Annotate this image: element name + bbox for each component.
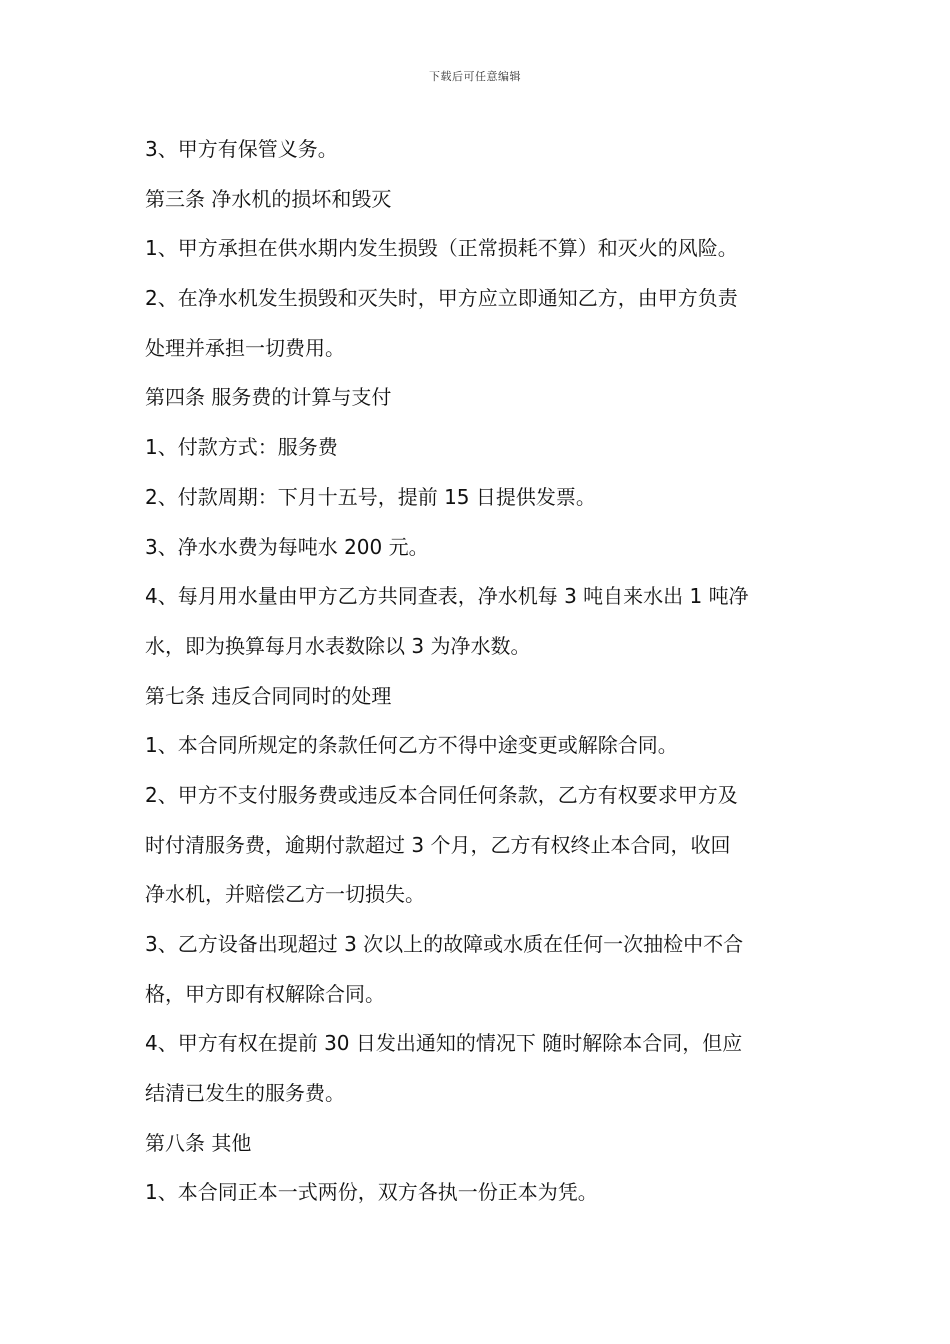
article-8-heading: 第八条 其他	[145, 1130, 252, 1155]
clause-3-line: 3、甲方有保管义务。	[145, 137, 338, 161]
article-7-clause-3-line-1: 3、乙方设备出现超过 3 次以上的故障或水质在任何一次抽检中不合	[145, 932, 744, 956]
article-7-clause-2-line-3: 净水机，并赔偿乙方一切损失。	[145, 882, 425, 907]
article-4-clause-1: 1、付款方式：服务费	[145, 435, 338, 460]
article-4-clause-3: 3、净水水费为每吨水 200 元。	[145, 534, 429, 559]
article-4-heading: 第四条 服务费的计算与支付	[145, 385, 392, 410]
article-3-heading: 第三条 净水机的损坏和毁灭	[145, 186, 392, 211]
article-8-clause-1: 1、本合同正本一式两份，双方各执一份正本为凭。	[145, 1180, 598, 1205]
article-7-heading: 第七条 违反合同同时的处理	[145, 683, 392, 708]
article-7-clause-2-line-2: 时付清服务费，逾期付款超过 3 个月，乙方有权终止本合同，收回	[145, 832, 731, 857]
article-4-clause-2: 2、付款周期：下月十五号，提前 15 日提供发票。	[145, 484, 596, 509]
header-note: 下载后可任意编辑	[429, 70, 521, 83]
article-7-clause-4-line-1: 4、甲方有权在提前 30 日发出通知的情况下 随时解除本合同，但应	[145, 1031, 743, 1056]
article-4-clause-4-line-1: 4、每月用水量由甲方乙方共同查表，净水机每 3 吨自来水出 1 吨净	[145, 584, 749, 609]
article-7-clause-1: 1、本合同所规定的条款任何乙方不得中途变更或解除合同。	[145, 733, 678, 758]
article-3-clause-2-line-1: 2、在净水机发生损毁和灭失时，甲方应立即通知乙方，由甲方负责	[145, 286, 738, 311]
article-3-clause-2-line-2: 处理并承担一切费用。	[145, 335, 345, 360]
article-7-clause-2-line-1: 2、甲方不支付服务费或违反本合同任何条款，乙方有权要求甲方及	[145, 782, 738, 807]
article-3-clause-1: 1、甲方承担在供水期内发生损毁（正常损耗不算）和灭火的风险。	[145, 236, 738, 261]
article-7-clause-4-line-2: 结清已发生的服务费。	[145, 1081, 345, 1106]
article-7-clause-3-line-2: 格，甲方即有权解除合同。	[145, 981, 385, 1006]
contract-body	[145, 125, 810, 1218]
article-4-clause-4-line-2: 水，即为换算每月水表数除以 3 为净水数。	[145, 633, 531, 658]
